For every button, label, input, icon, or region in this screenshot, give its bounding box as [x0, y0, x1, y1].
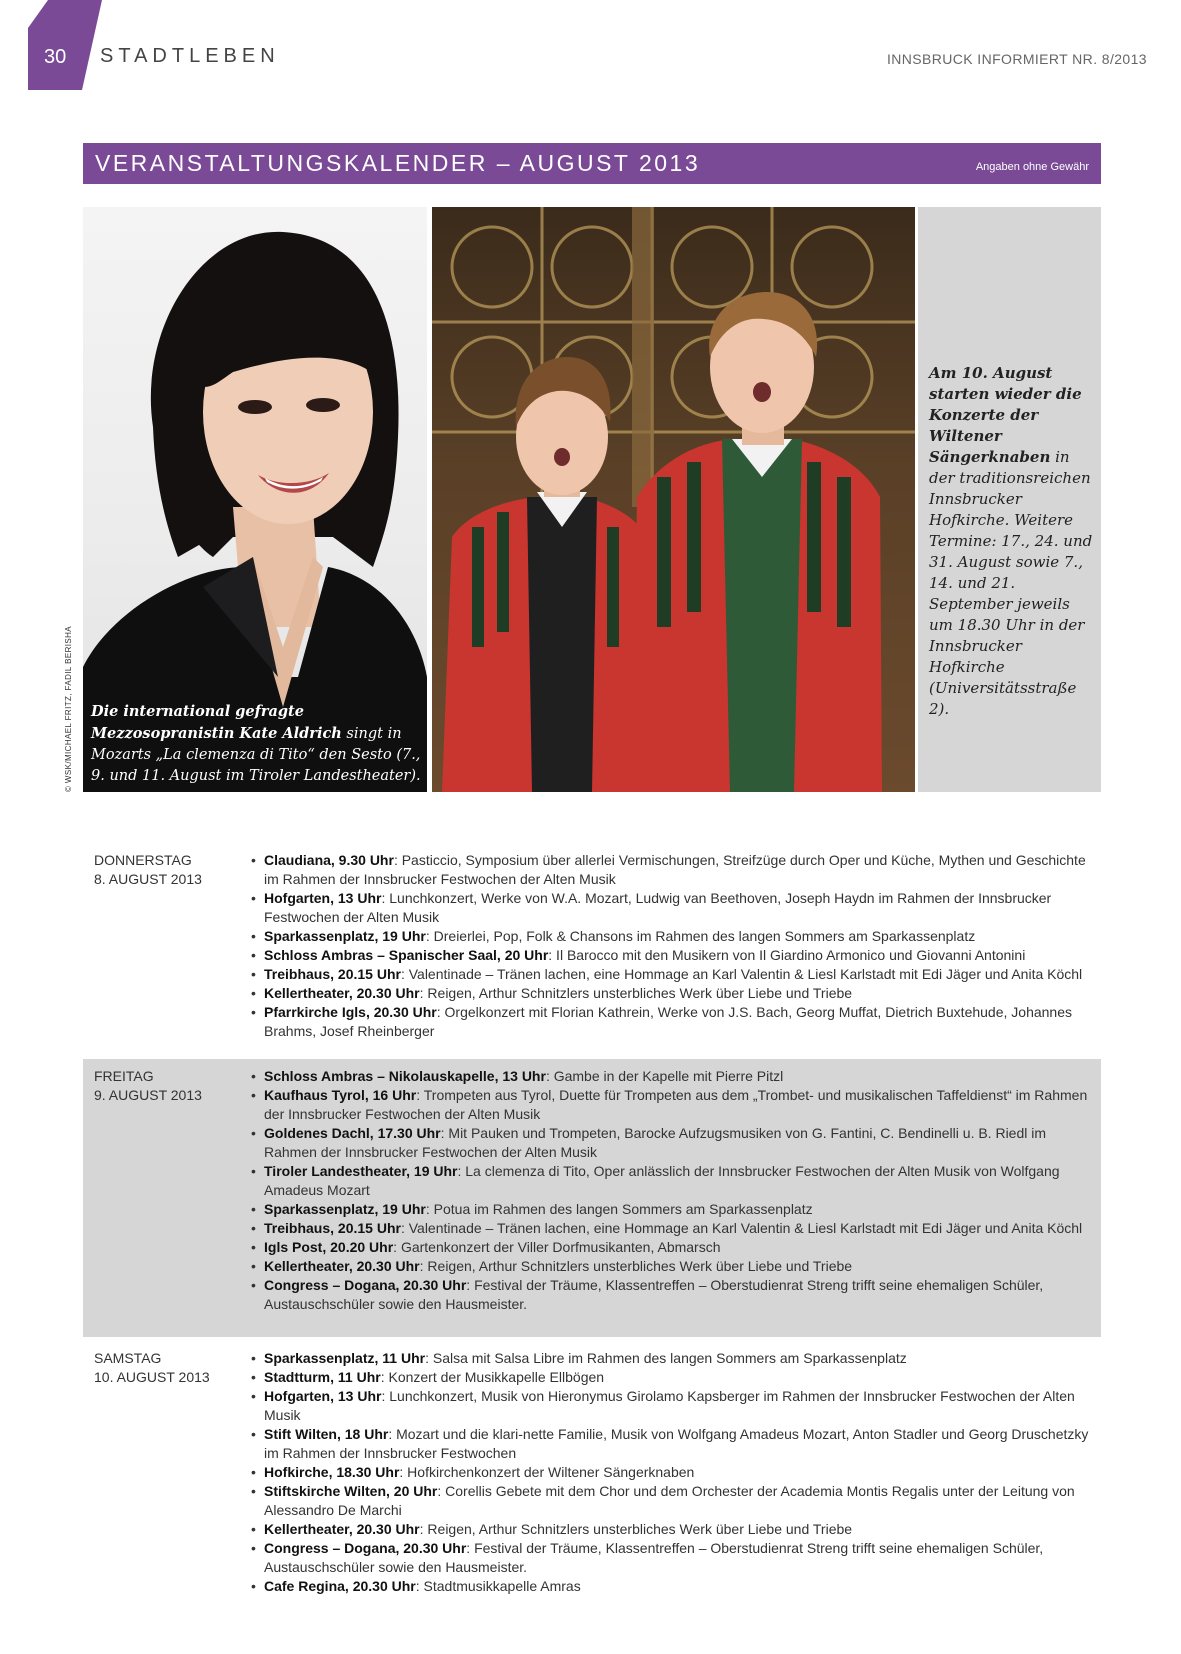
- event-item: [251, 1425, 1097, 1463]
- event-description: : Dreierlei, Pop, Folk & Chansons im Rahmen des langen Sommers am Sparkassenplatz: [425, 928, 976, 944]
- event-item: [251, 851, 1097, 889]
- event-description: : Gambe in der Kapelle mit Pierre Pitzl: [545, 1068, 784, 1084]
- event-description: : Mozart und die klari-nette Familie, Musik von Wolfgang Amadeus Mozart, Anton Stadler und Georg Druschetzky im Rahmen der Innsbrucker Festwochen: [264, 1426, 1089, 1461]
- event-item: [251, 1387, 1097, 1425]
- event-venue: Igls Post, 20.20 Uhr: [264, 1239, 394, 1255]
- day-weekday: DONNERSTAG: [94, 852, 192, 868]
- bullet-icon: •: [251, 1578, 256, 1594]
- day-date: 8. AUGUST 2013: [94, 871, 202, 887]
- event-description: : Festival der Träume, Klassentreffen – Oberstudienrat Streng trifft seine ehemaligen Schüler, Austauschschüler sowie den Hausmeister.: [264, 1540, 1044, 1575]
- event-list: [251, 1349, 1097, 1596]
- bullet-icon: •: [251, 1540, 256, 1556]
- event-description: : Salsa mit Salsa Libre im Rahmen des langen Sommers am Sparkassenplatz: [425, 1350, 907, 1366]
- day-label: [94, 1349, 244, 1387]
- bullet-icon: •: [251, 1369, 256, 1385]
- page-number-tab: [28, 0, 102, 90]
- bullet-icon: •: [251, 890, 256, 906]
- event-description: : Mit Pauken und Trompeten, Barocke Aufzugsmusiken von G. Fantini, C. Bendinelli u. B. Riedl im Rahmen der Innsbrucker Festwochen der Alten Musik: [264, 1125, 1047, 1160]
- event-item: [251, 1257, 1097, 1276]
- event-venue: Hofgarten, 13 Uhr: [264, 1388, 382, 1404]
- event-description: : Hofkirchenkonzert der Wiltener Sängerknaben: [399, 1464, 695, 1480]
- event-description: : Valentinade – Tränen lachen, eine Hommage an Karl Valentin & Liesl Karlstadt mit Edi Jäger und Anita Köchl: [400, 966, 1083, 982]
- event-description: : Lunchkonzert, Werke von W.A. Mozart, Ludwig van Beethoven, Joseph Haydn im Rahmen der Innsbrucker Festwochen der Alten Musik: [264, 890, 1052, 925]
- event-venue: Schloss Ambras – Spanischer Saal, 20 Uhr: [264, 947, 549, 963]
- banner-title: VERANSTALTUNGSKALENDER – AUGUST 2013: [95, 150, 701, 176]
- event-description: : Konzert der Musikkapelle Ellbögen: [380, 1369, 605, 1385]
- singer-portrait-photo: [83, 207, 427, 792]
- day-weekday: FREITAG: [94, 1068, 154, 1084]
- bullet-icon: •: [251, 1201, 256, 1217]
- bullet-icon: •: [251, 1239, 256, 1255]
- bullet-icon: •: [251, 966, 256, 982]
- event-description: : Corellis Gebete mit dem Chor und dem Orchester der Academia Montis Regalis unter der Leitung von Alessandro De Marchi: [264, 1483, 1075, 1518]
- event-list: [251, 1067, 1097, 1314]
- day-block-thursday: [83, 843, 1101, 1055]
- bullet-icon: •: [251, 1350, 256, 1366]
- bullet-icon: •: [251, 985, 256, 1001]
- event-description: : Stadtmusikkapelle Amras: [415, 1578, 581, 1594]
- bullet-icon: •: [251, 947, 256, 963]
- left-photo-caption: [91, 701, 423, 787]
- event-venue: Stift Wilten, 18 Uhr: [264, 1426, 389, 1442]
- side-caption-lead: Am 10. August starten wieder die Konzerte der Wiltener Sängerknaben: [929, 364, 1082, 466]
- event-venue: Cafe Regina, 20.30 Uhr: [264, 1578, 416, 1594]
- choir-boys-illustration: [432, 207, 915, 792]
- event-item: [251, 1276, 1097, 1314]
- event-item: [251, 1368, 1097, 1387]
- left-caption-text: singt in Mozarts „La clemenza di Tito“ den Sesto (7., 9. und 11. August im Tiroler Landestheater).: [91, 726, 421, 784]
- event-item: [251, 927, 1097, 946]
- event-item: [251, 1482, 1097, 1520]
- section-title: STADTLEBEN: [100, 45, 280, 67]
- day-date: 9. AUGUST 2013: [94, 1087, 202, 1103]
- event-item: [251, 1200, 1097, 1219]
- event-description: : Lunchkonzert, Musik von Hieronymus Girolamo Kapsberger im Rahmen der Innsbrucker Festwochen der Alten Musik: [264, 1388, 1075, 1423]
- event-venue: Treibhaus, 20.15 Uhr: [264, 1220, 401, 1236]
- event-venue: Hofkirche, 18.30 Uhr: [264, 1464, 400, 1480]
- event-item: [251, 1520, 1097, 1539]
- event-venue: Tiroler Landestheater, 19 Uhr: [264, 1163, 458, 1179]
- event-description: : Valentinade – Tränen lachen, eine Hommage an Karl Valentin & Liesl Karlstadt mit Edi Jäger und Anita Köchl: [400, 1220, 1083, 1236]
- side-caption-panel: [918, 207, 1101, 792]
- bullet-icon: •: [251, 928, 256, 944]
- bullet-icon: •: [251, 1068, 256, 1084]
- event-item: [251, 1219, 1097, 1238]
- event-description: : Il Barocco mit den Musikern von Il Giardino Armonico und Giovanni Antonini: [548, 947, 1026, 963]
- day-block-saturday: [83, 1341, 1101, 1601]
- event-venue: Kaufhaus Tyrol, 16 Uhr: [264, 1087, 417, 1103]
- event-venue: Kellertheater, 20.30 Uhr: [264, 1258, 420, 1274]
- event-venue: Pfarrkirche Igls, 20.30 Uhr: [264, 1004, 437, 1020]
- day-block-friday: [83, 1059, 1101, 1337]
- issue-label: INNSBRUCK INFORMIERT NR. 8/2013: [886, 51, 1147, 67]
- event-item: [251, 889, 1097, 927]
- bullet-icon: •: [251, 852, 256, 868]
- bullet-icon: •: [251, 1426, 256, 1442]
- side-caption-text: in der traditionsreichen Innsbrucker Hofkirche. Weitere Termine: 17., 24. und 31. August sowie 7., 14. und 21. September jeweils um 18.30 Uhr in der Innsbrucker Hofkirche (Universitätsstraße 2).: [929, 448, 1093, 718]
- event-item: [251, 965, 1097, 984]
- event-venue: Congress – Dogana, 20.30 Uhr: [264, 1277, 467, 1293]
- event-item: [251, 1349, 1097, 1368]
- day-label: [94, 1067, 244, 1105]
- event-venue: Congress – Dogana, 20.30 Uhr: [264, 1540, 467, 1556]
- bullet-icon: •: [251, 1483, 256, 1499]
- event-item: [251, 1238, 1097, 1257]
- event-venue: Claudiana, 9.30 Uhr: [264, 852, 394, 868]
- bullet-icon: •: [251, 1258, 256, 1274]
- event-venue: Kellertheater, 20.30 Uhr: [264, 985, 420, 1001]
- event-venue: Kellertheater, 20.30 Uhr: [264, 1521, 420, 1537]
- event-description: : Reigen, Arthur Schnitzlers unsterbliches Werk über Liebe und Triebe: [419, 985, 853, 1001]
- bullet-icon: •: [251, 1087, 256, 1103]
- bullet-icon: •: [251, 1163, 256, 1179]
- left-caption-lead: Die international gefragte Mezzosopranistin Kate Aldrich: [91, 703, 342, 742]
- event-venue: Goldenes Dachl, 17.30 Uhr: [264, 1125, 441, 1141]
- event-venue: Sparkassenplatz, 19 Uhr: [264, 1201, 426, 1217]
- event-item: [251, 1463, 1097, 1482]
- event-venue: Schloss Ambras – Nikolauskapelle, 13 Uhr: [264, 1068, 546, 1084]
- event-venue: Stadtturm, 11 Uhr: [264, 1369, 381, 1385]
- banner-note: Angaben ohne Gewähr: [975, 161, 1089, 173]
- event-venue: Hofgarten, 13 Uhr: [264, 890, 382, 906]
- event-item: [251, 1539, 1097, 1577]
- photo-credit: © WSK/MICHAEL FRITZ, FADIL BERISHA: [64, 625, 73, 792]
- bullet-icon: •: [251, 1004, 256, 1020]
- page-number: 30: [44, 46, 67, 68]
- event-item: [251, 1086, 1097, 1124]
- calendar-banner: [83, 143, 1101, 184]
- event-item: [251, 1067, 1097, 1086]
- event-item: [251, 1003, 1097, 1041]
- event-venue: Stiftskirche Wilten, 20 Uhr: [264, 1483, 438, 1499]
- event-description: : La clemenza di Tito, Oper anlässlich der Innsbrucker Festwochen der Alten Musik von Wolfgang Amadeus Mozart: [264, 1163, 1060, 1198]
- day-date: 10. AUGUST 2013: [94, 1369, 210, 1385]
- event-description: : Potua im Rahmen des langen Sommers am Sparkassenplatz: [425, 1201, 813, 1217]
- bullet-icon: •: [251, 1521, 256, 1537]
- event-item: [251, 1124, 1097, 1162]
- event-venue: Sparkassenplatz, 19 Uhr: [264, 928, 426, 944]
- event-description: : Festival der Träume, Klassentreffen – Oberstudienrat Streng trifft seine ehemaligen Schüler, Austauschschüler sowie den Hausmeister.: [264, 1277, 1044, 1312]
- bullet-icon: •: [251, 1464, 256, 1480]
- bullet-icon: •: [251, 1125, 256, 1141]
- event-item: [251, 984, 1097, 1003]
- event-item: [251, 1577, 1097, 1596]
- bullet-icon: •: [251, 1220, 256, 1236]
- side-caption: [929, 363, 1097, 720]
- event-item: [251, 946, 1097, 965]
- day-label: [94, 851, 244, 889]
- event-description: : Reigen, Arthur Schnitzlers unsterbliches Werk über Liebe und Triebe: [419, 1258, 853, 1274]
- event-venue: Sparkassenplatz, 11 Uhr: [264, 1350, 426, 1366]
- event-description: : Trompeten aus Tyrol, Duette für Trompeten aus dem „Trombet- und musikalischen Taffeldienst“ im Rahmen der Innsbrucker Festwochen der Alten Musik: [264, 1087, 1088, 1122]
- event-item: [251, 1162, 1097, 1200]
- event-list: [251, 851, 1097, 1041]
- day-weekday: SAMSTAG: [94, 1350, 162, 1366]
- choir-boys-photo: [432, 207, 915, 792]
- event-description: : Gartenkonzert der Viller Dorfmusikanten, Abmarsch: [393, 1239, 721, 1255]
- event-description: : Pasticcio, Symposium über allerlei Vermischungen, Streifzüge durch Oper und Küche, Mythen und Geschichte im Rahmen der Innsbrucker Festwochen der Alten Musik: [264, 852, 1086, 887]
- bullet-icon: •: [251, 1277, 256, 1293]
- event-description: : Orgelkonzert mit Florian Kathrein, Werke von J.S. Bach, Georg Muffat, Dietrich Buxtehude, Johannes Brahms, Josef Rheinberger: [264, 1004, 1072, 1039]
- event-description: : Reigen, Arthur Schnitzlers unsterbliches Werk über Liebe und Triebe: [419, 1521, 853, 1537]
- event-venue: Treibhaus, 20.15 Uhr: [264, 966, 401, 982]
- bullet-icon: •: [251, 1388, 256, 1404]
